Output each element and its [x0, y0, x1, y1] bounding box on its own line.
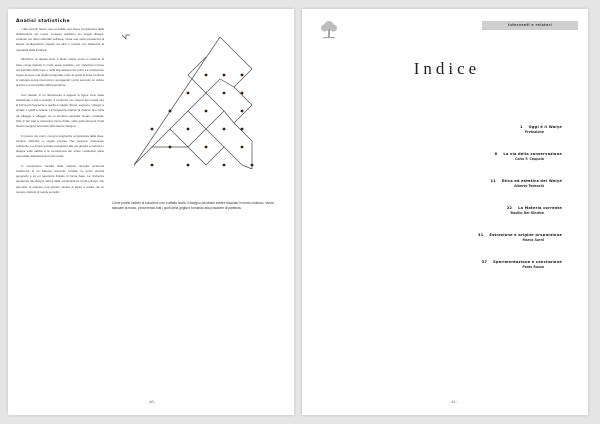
- figure-dot: [169, 146, 172, 149]
- figure-line: [206, 79, 234, 93]
- figure-dot: [205, 74, 208, 77]
- right-page: [302, 9, 588, 415]
- figure-dot: [251, 164, 254, 167]
- toc-author: Marco Sorni: [522, 238, 544, 242]
- toc-page-number: 8: [494, 152, 498, 156]
- article-paragraph: In conclusione l'analisi della materia raccolta conferma l'esistenza di un sistema coerente, fondato su pochi principi generativi e su un repertorio limitato di forme base. La ricchezza apparente dei disegni deriva dalla combinazione di tali principi, che permette di ottenere una grande varietà di figure a partire da un numero ristretto di regole semplici.: [16, 163, 104, 194]
- figure-line: [122, 35, 130, 39]
- toc-title: La via della conservazione: [503, 152, 562, 156]
- toc-entry[interactable]: [362, 179, 562, 189]
- toc-entry[interactable]: [362, 233, 562, 243]
- toc-author: Paolo Ruzza: [522, 265, 544, 269]
- article-column: [16, 19, 104, 200]
- index-title: Indice: [413, 59, 481, 78]
- figure-dot: [223, 74, 226, 77]
- page-number: -41-: [450, 399, 458, 404]
- figure-drawing: [112, 25, 282, 175]
- figure-dot: [151, 164, 154, 167]
- toc-page-number: 22: [506, 206, 513, 210]
- tree-logo-icon: [318, 19, 340, 41]
- page-number: -40-: [148, 399, 156, 404]
- figure-line: [134, 37, 252, 169]
- figure-dot: [241, 146, 244, 149]
- toc-title: Oggi è il Walye: [528, 125, 562, 129]
- toc-author: Alberto Tedeschi: [514, 184, 544, 188]
- figure-dot: [187, 164, 190, 167]
- article-heading: Analisi statistiche: [16, 19, 70, 24]
- toc-title: Sperimentazione e conclusione: [493, 260, 562, 264]
- toc-title: Estrazione e origine proporzione: [489, 233, 562, 237]
- article-paragraph: Il numero dei punti, come la lunghezza complessiva della linea, sembra obbedire a regole precise che vengono trasmesse oralmente. Le donne anziane insegnano alle più giovani a tracciare i disegni sulla sabbia e la conoscenza dei motivi costituisce parte essenziale dell'educazione femminile.: [16, 133, 104, 159]
- toc-author: Prefazione: [524, 130, 544, 134]
- toc-page-number: 11: [490, 179, 496, 183]
- figure-caption: Come potete vedere la soluzione non è affatto facile: il disegno dovrebbe essere tracciato in modo continuo, senza staccare la mano, percorrendo tutti i punti della griglia e tornando alla posizione di partenza.: [112, 201, 274, 210]
- figure-dot: [241, 110, 244, 113]
- figure-line: [188, 93, 224, 111]
- figure-line: [152, 129, 224, 147]
- dot-line-figure: [112, 25, 282, 175]
- figure-dot: [223, 128, 226, 131]
- figure-dot: [169, 110, 172, 113]
- toc-title: La Materia corrente: [518, 206, 562, 210]
- toc-entry[interactable]: [362, 125, 562, 135]
- figure-dot: [241, 92, 244, 95]
- article-paragraph: All'interno di questa serie è facile notare come lo schema di base venga ripetuto in modo quasi costante, con variazioni minime nel tracciato delle linee e nella disposizione dei punti. La costruzione segue sempre una griglia ortogonale entro la quale la linea continua si sviluppa senza interruzioni, avvolgendo i punti secondo un ordine preciso e riconoscibile dall'osservatore.: [16, 57, 104, 88]
- figure-dot: [187, 92, 190, 95]
- left-page: [8, 9, 294, 415]
- figure-dot: [241, 74, 244, 77]
- figure-line: [170, 111, 234, 129]
- figure-dot: [187, 128, 190, 131]
- toc-author: Basilio Del Gindice: [510, 211, 544, 215]
- figure-dot: [205, 110, 208, 113]
- toc-page-number: 1: [519, 125, 523, 129]
- toc-title: Etica ed estetica del Walye: [501, 179, 562, 183]
- toc-entry[interactable]: [362, 206, 562, 216]
- figure-dot: [151, 128, 154, 131]
- toc-page-number: 31: [478, 233, 484, 237]
- figure-dot: [241, 128, 244, 131]
- article-paragraph: Con l'ausilio di un rilevamento a tappeto le figure sono state classificate in tipi e sottotipi. Il confronto tra i diversi tipi mostra che la forma più frequente è quella a maglia chiusa; seguono i disegni a spirale e quelli a catena. La frequenza relativa di ciascun tipo varia da villaggio a villaggio ma la struttura generale rimane invariata. Solo in rari casi si osservano forme ibride, nelle quali elementi di tipi diversi vengono accostati nello stesso disegno.: [16, 92, 104, 128]
- figure-dot: [205, 146, 208, 149]
- toc-entry[interactable]: [362, 260, 562, 270]
- figure-dot: [223, 164, 226, 167]
- section-tab: Interventi e relatori: [482, 21, 578, 30]
- toc-entry[interactable]: [362, 152, 562, 162]
- article-paragraph: I dati raccolti hanno reso possibile una stima complessiva della distribuzione dei motivi. L'esame statistico dei singoli disegni, condotto sui rilievi effettuati nell'area, rivela una netta prevalenza di alcune configurazioni rispetto ad altre e mostra con chiarezza la regolarità della struttura.: [16, 27, 104, 52]
- figure-dot: [223, 92, 226, 95]
- toc-page-number: 37: [481, 260, 488, 264]
- toc-author: Carlo F. Coppola: [514, 157, 544, 161]
